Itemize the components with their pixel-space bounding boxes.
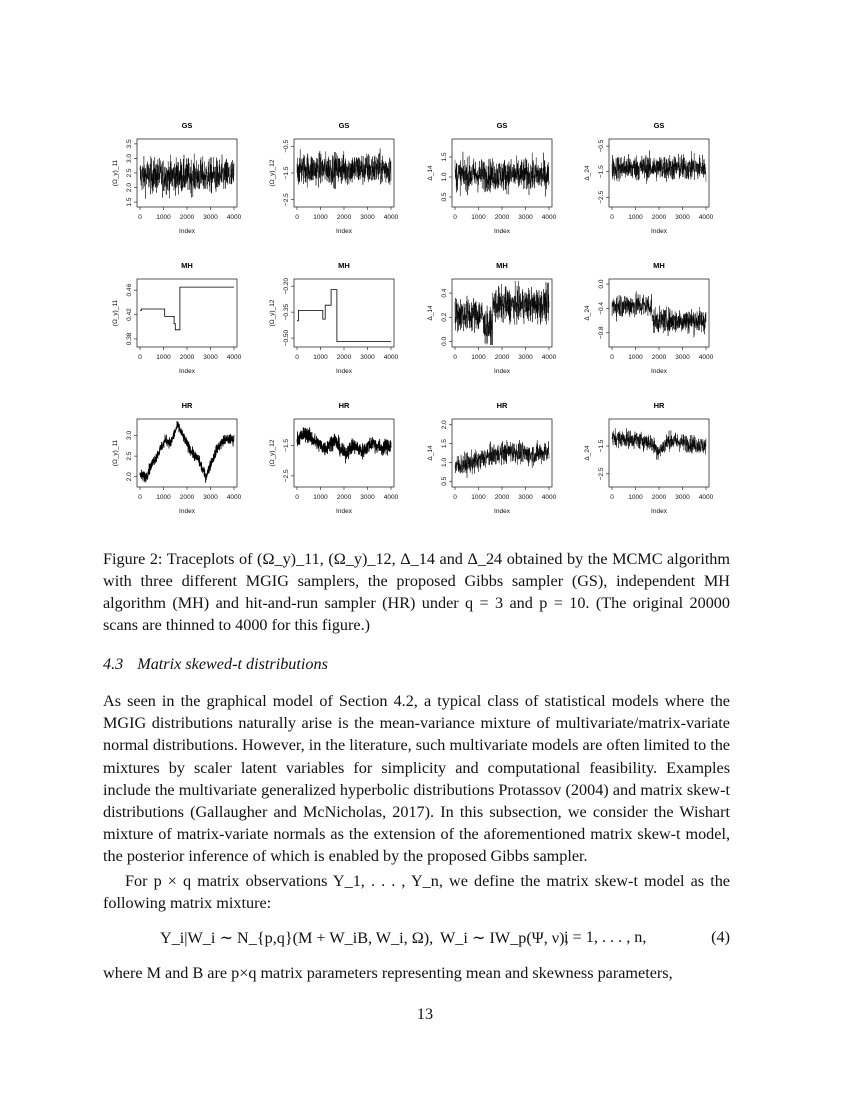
x-tick-label: 3000	[518, 354, 533, 361]
y-tick-label: 2.5	[126, 451, 133, 461]
y-tick-label: 2.0	[126, 183, 133, 193]
trace-line	[612, 151, 706, 184]
equation-lhs: Y_i|W_i ∼ N_{p,q}(M + W_iB, W_i, Ω),	[160, 929, 434, 947]
plot-frame	[294, 279, 394, 347]
trace-line	[140, 287, 234, 330]
y-tick-label: 2.5	[126, 168, 133, 178]
y-tick-label: 1.0	[441, 457, 448, 467]
panel-title: MH	[181, 261, 193, 270]
panel-title: MH	[496, 261, 508, 270]
plot-frame	[609, 139, 709, 207]
y-axis-label: (Ω_y)_11	[112, 439, 119, 467]
x-tick-label: 0	[453, 214, 457, 221]
x-tick-label: 4000	[698, 494, 714, 501]
trace-line	[455, 152, 549, 197]
x-tick-label: 3000	[360, 214, 375, 221]
x-axis-label: Index	[336, 508, 352, 515]
x-tick-label: 1000	[471, 214, 486, 221]
traceplot-mh-4	[572, 255, 734, 395]
trace-line	[297, 290, 391, 342]
traceplot-hr-4	[572, 395, 734, 535]
x-tick-label: 4000	[226, 214, 242, 221]
y-tick-label: −2.5	[598, 190, 605, 204]
y-tick-label: −0.50	[283, 329, 290, 347]
traceplot-svg	[415, 255, 577, 395]
x-tick-label: 3000	[518, 494, 533, 501]
x-tick-label: 2000	[494, 354, 510, 361]
x-tick-label: 4000	[698, 354, 714, 361]
x-axis-label: Index	[494, 228, 510, 235]
page-number: 13	[416, 1005, 434, 1023]
x-tick-label: 1000	[628, 354, 643, 361]
x-tick-label: 1000	[313, 214, 328, 221]
traceplot-gs-1	[100, 115, 262, 255]
x-tick-label: 4000	[541, 214, 557, 221]
x-tick-label: 0	[138, 214, 142, 221]
x-tick-label: 0	[453, 494, 457, 501]
traceplot-svg	[257, 395, 419, 535]
x-tick-label: 3000	[203, 214, 218, 221]
traceplot-gs-4	[572, 115, 734, 255]
y-tick-label: 0.2	[441, 312, 448, 322]
x-axis-label: Index	[651, 228, 667, 235]
y-axis-label: Δ_24	[584, 165, 591, 181]
y-tick-label: 3.0	[126, 430, 133, 440]
y-tick-label: −0.5	[598, 139, 605, 153]
traceplot-hr-3	[415, 395, 577, 535]
traceplot-mh-1	[100, 255, 262, 395]
x-tick-label: 1000	[471, 354, 486, 361]
plot-frame	[137, 419, 237, 487]
y-tick-label: −0.35	[283, 303, 290, 321]
trace-line	[612, 291, 706, 337]
x-tick-label: 1000	[156, 494, 171, 501]
y-axis-label: Δ_24	[584, 445, 591, 461]
y-tick-label: −2.5	[283, 193, 290, 207]
section-number: 4.3	[103, 655, 124, 673]
x-tick-label: 0	[138, 354, 142, 361]
y-tick-label: 1.5	[126, 197, 133, 207]
trace-line	[140, 421, 234, 483]
x-axis-label: Index	[179, 228, 195, 235]
trace-line	[455, 440, 549, 478]
y-axis-label: (Ω_y)_12	[269, 159, 276, 187]
y-axis-label: (Ω_y)_11	[112, 299, 119, 327]
x-tick-label: 2000	[494, 494, 510, 501]
y-axis-label: Δ_14	[427, 165, 434, 181]
x-tick-label: 2000	[336, 494, 352, 501]
y-tick-label: −1.5	[283, 438, 290, 452]
x-axis-label: Index	[336, 228, 352, 235]
y-axis-label: Δ_14	[427, 305, 434, 321]
y-tick-label: 2.0	[441, 420, 448, 430]
trace-line	[612, 428, 706, 460]
panel-title: MH	[653, 261, 665, 270]
x-axis-label: Index	[336, 368, 352, 375]
x-tick-label: 2000	[179, 214, 195, 221]
y-tick-label: −1.5	[283, 166, 290, 180]
trace-line	[297, 427, 391, 463]
x-tick-label: 1000	[156, 214, 171, 221]
x-tick-label: 4000	[698, 214, 714, 221]
x-axis-label: Index	[494, 508, 510, 515]
x-tick-label: 2000	[651, 214, 667, 221]
y-axis-label: (Ω_y)_11	[112, 159, 119, 187]
traceplot-svg	[100, 255, 262, 395]
paragraph-3: where M and B are p×q matrix parameters representing mean and skewness parameters,	[103, 964, 673, 982]
x-tick-label: 3000	[518, 214, 533, 221]
traceplot-mh-3	[415, 255, 577, 395]
plot-frame	[609, 419, 709, 487]
equation-number: (4)	[711, 928, 730, 946]
y-axis-label: Δ_14	[427, 445, 434, 461]
panel-title: MH	[338, 261, 350, 270]
equation-mixing: W_i ∼ IW_p(Ψ, ν),	[440, 929, 569, 947]
paragraph-2: For p × q matrix observations Y_1, . . . , Y_n, we define the matrix skew-t model as the following matrix mixture:	[103, 872, 730, 913]
traceplot-svg	[572, 115, 734, 255]
traceplot-gs-2	[257, 115, 419, 255]
traceplot-mh-2	[257, 255, 419, 395]
x-tick-label: 0	[610, 354, 614, 361]
panel-title: HR	[653, 401, 665, 410]
x-tick-label: 4000	[383, 354, 399, 361]
x-tick-label: 3000	[360, 494, 375, 501]
y-tick-label: 0.0	[598, 279, 605, 289]
y-tick-label: −2.5	[283, 469, 290, 483]
x-tick-label: 0	[295, 214, 299, 221]
x-axis-label: Index	[179, 368, 195, 375]
y-tick-label: −0.4	[598, 302, 605, 315]
section-title: Matrix skewed-t distributions	[137, 655, 328, 673]
x-tick-label: 4000	[541, 354, 557, 361]
y-tick-label: 1.5	[441, 152, 448, 162]
figure-caption: Figure 2: Traceplots of (Ω_y)_11, (Ω_y)_12, Δ_14 and Δ_24 obtained by the MCMC algorithm with three different MGIG samplers, the proposed Gibbs sampler (GS), independent MH algorithm (MH) and hit-and-run sampler (HR) under q = 3 and p = 10. (The original 20000 scans are thinned to 4000 for this figure.)	[103, 550, 730, 634]
traceplot-hr-2	[257, 395, 419, 535]
x-tick-label: 4000	[541, 494, 557, 501]
panel-title: HR	[338, 401, 350, 410]
x-tick-label: 3000	[203, 354, 218, 361]
panel-title: HR	[181, 401, 193, 410]
trace-line	[455, 281, 549, 345]
x-tick-label: 4000	[383, 214, 399, 221]
x-tick-label: 2000	[494, 214, 510, 221]
y-tick-label: 0.5	[441, 192, 448, 202]
y-tick-label: −0.20	[283, 277, 290, 295]
y-tick-label: 0.0	[441, 336, 448, 346]
x-tick-label: 2000	[336, 214, 352, 221]
x-tick-label: 0	[138, 494, 142, 501]
x-axis-label: Index	[494, 368, 510, 375]
x-tick-label: 1000	[313, 354, 328, 361]
panel-title: GS	[653, 121, 665, 130]
y-tick-label: −2.5	[598, 467, 605, 481]
y-tick-label: 0.46	[126, 283, 133, 297]
panel-title: GS	[496, 121, 508, 130]
traceplot-svg	[257, 255, 419, 395]
y-tick-label: 3.0	[126, 153, 133, 163]
panel-title: HR	[496, 401, 508, 410]
y-tick-label: 1.0	[441, 172, 448, 182]
x-tick-label: 1000	[313, 494, 328, 501]
x-tick-label: 1000	[628, 214, 643, 221]
traceplot-gs-3	[415, 115, 577, 255]
x-tick-label: 1000	[628, 494, 643, 501]
x-tick-label: 4000	[383, 494, 399, 501]
x-tick-label: 2000	[651, 354, 667, 361]
y-tick-label: −0.8	[598, 326, 605, 340]
x-tick-label: 4000	[226, 354, 242, 361]
x-tick-label: 0	[295, 354, 299, 361]
traceplot-svg	[100, 395, 262, 535]
x-tick-label: 3000	[675, 354, 690, 361]
y-tick-label: 2.0	[126, 472, 133, 482]
x-tick-label: 3000	[675, 214, 690, 221]
y-axis-label: (Ω_y)_12	[269, 299, 276, 327]
y-tick-label: 0.42	[126, 308, 133, 321]
plot-frame	[137, 279, 237, 347]
y-tick-label: 0.38	[126, 332, 133, 346]
y-tick-label: −1.5	[598, 439, 605, 453]
x-tick-label: 2000	[179, 354, 195, 361]
x-tick-label: 2000	[179, 494, 195, 501]
panel-title: GS	[338, 121, 350, 130]
traceplot-svg	[257, 115, 419, 255]
traceplot-svg	[415, 115, 577, 255]
section-heading	[103, 655, 328, 674]
x-tick-label: 1000	[156, 354, 171, 361]
y-tick-label: −0.5	[283, 139, 290, 153]
panel-title: GS	[181, 121, 193, 130]
x-tick-label: 2000	[336, 354, 352, 361]
x-axis-label: Index	[651, 508, 667, 515]
x-tick-label: 0	[610, 214, 614, 221]
trace-line	[140, 154, 234, 199]
y-tick-label: 1.5	[441, 439, 448, 449]
x-tick-label: 3000	[675, 494, 690, 501]
y-axis-label: (Ω_y)_12	[269, 439, 276, 467]
paragraph-1: As seen in the graphical model of Section 4.2, a typical class of statistical models where the MGIG distributions naturally arise is the mean-variance mixture of multivariate/matrix-variate normal distributions. However, in the literature, such multivariate models are often limited to the mixtures by scaler latent variables for simplicity and computational feasibility. Examples include the multivariate generalized hyperbolic distributions Protassov (2004) and matrix skew-t distributions (Gallaugher and McNicholas, 2017). In this subsection, we consider the Wishart mixture of matrix-variate normals as the extension of the aforementioned matrix skew-t model, the posterior inference of which is enabled by the proposed Gibbs sampler.	[103, 692, 730, 866]
y-tick-label: 0.5	[441, 476, 448, 486]
x-tick-label: 3000	[203, 494, 218, 501]
trace-line	[297, 148, 391, 188]
traceplot-svg	[572, 395, 734, 535]
traceplot-hr-1	[100, 395, 262, 535]
traceplot-figure	[100, 115, 750, 535]
y-tick-label: −1.5	[598, 165, 605, 179]
traceplot-svg	[572, 255, 734, 395]
x-tick-label: 1000	[471, 494, 486, 501]
y-tick-label: 3.5	[126, 139, 133, 149]
y-axis-label: Δ_24	[584, 305, 591, 321]
x-axis-label: Index	[651, 368, 667, 375]
x-axis-label: Index	[179, 508, 195, 515]
x-tick-label: 4000	[226, 494, 242, 501]
x-tick-label: 2000	[651, 494, 667, 501]
x-tick-label: 0	[295, 494, 299, 501]
x-tick-label: 0	[610, 494, 614, 501]
traceplot-svg	[415, 395, 577, 535]
x-tick-label: 0	[453, 354, 457, 361]
traceplot-svg	[100, 115, 262, 255]
equation-range: i = 1, . . . , n,	[564, 928, 647, 946]
y-tick-label: 0.4	[441, 288, 448, 298]
x-tick-label: 3000	[360, 354, 375, 361]
